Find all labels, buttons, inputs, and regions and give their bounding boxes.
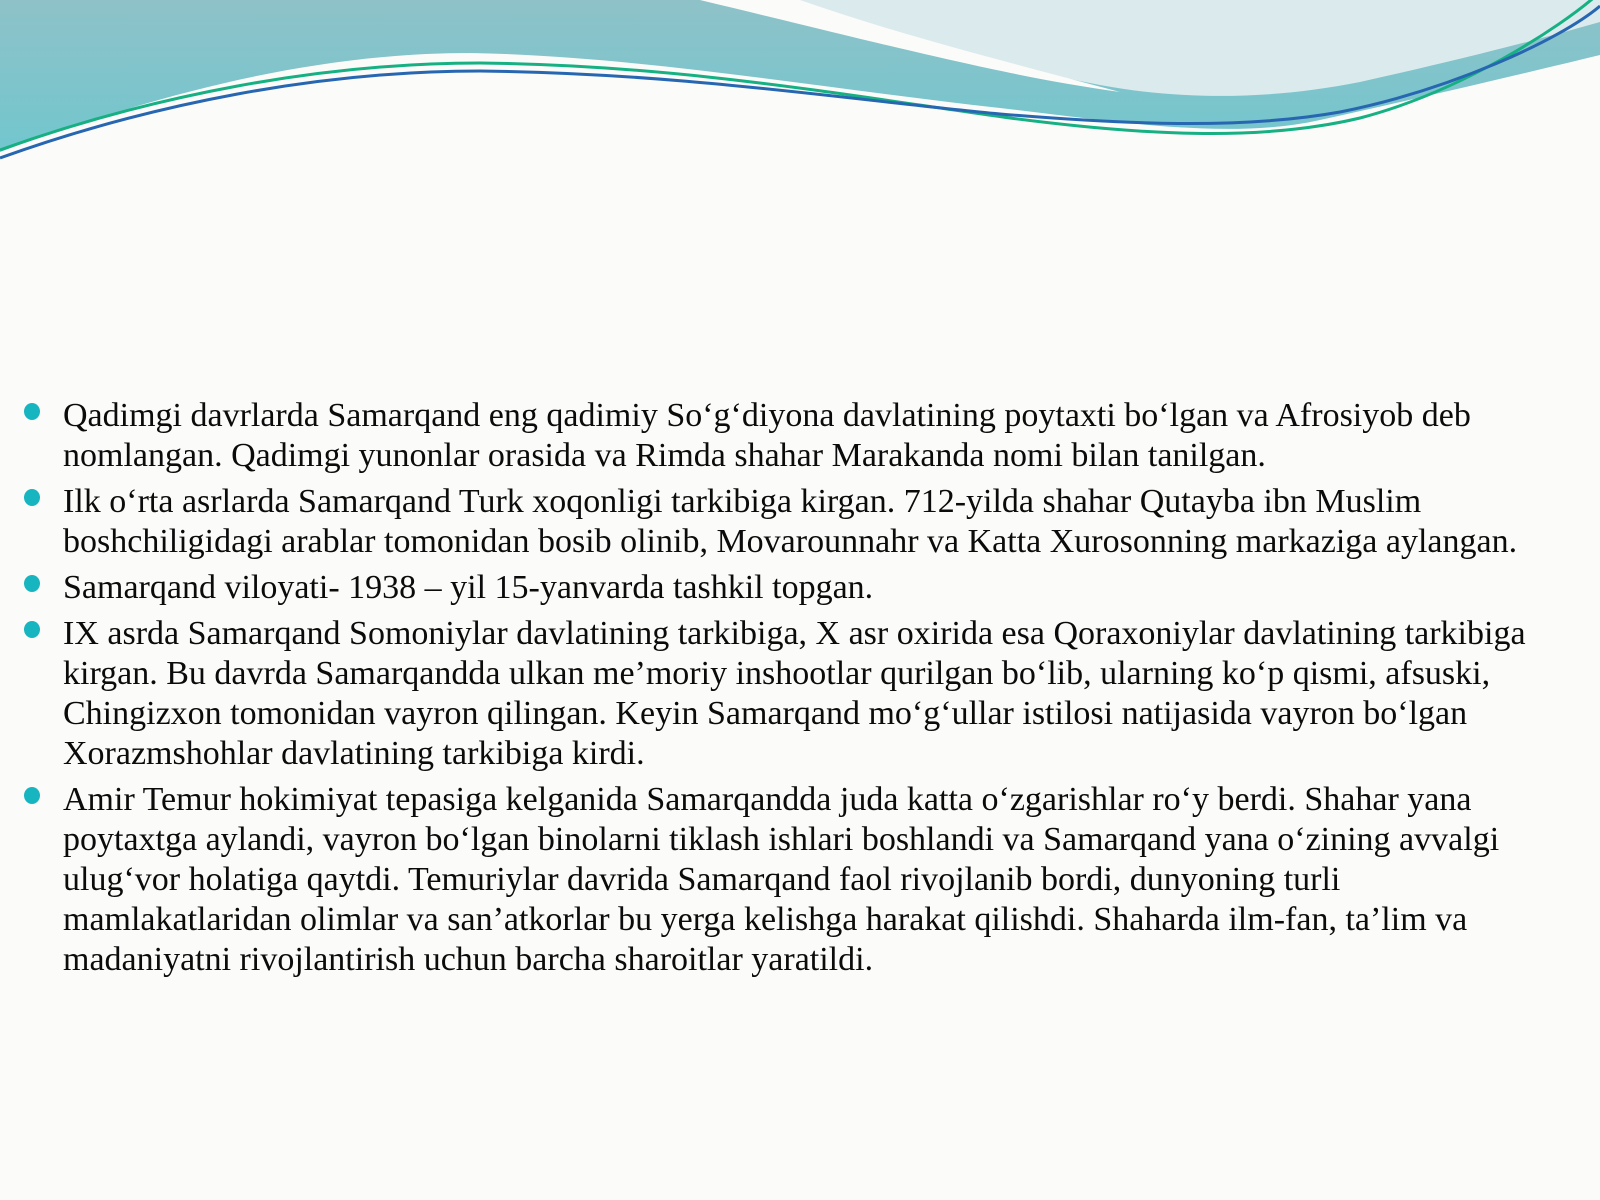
bullet-list xyxy=(24,396,1544,986)
list-item xyxy=(24,568,1544,608)
bullet-dot-icon xyxy=(24,575,40,592)
bullet-text: IX asrda Samarqand Somoniylar davlatining tarkibiga, X asr oxirida esa Qoraxoniylar davlatining tarkibiga kirgan. Bu davrda Samarqandda ulkan me’moriy inshootlar qurilgan bo‘lib, ularning ko‘p qismi, afsuski, Chingizxon tomonidan vayron qilingan. Keyin Samarqand mo‘g‘ullar istilosi natijasida vayron bo‘lgan Xorazmshohlar davlatining tarkibiga kirdi. xyxy=(63,615,1526,772)
bullet-text: Amir Temur hokimiyat tepasiga kelganida Samarqandda juda katta o‘zgarishlar ro‘y berdi. Shahar yana poytaxtga aylandi, vayron bo‘lgan binolarni tiklash ishlari boshlandi va Samarqand yana o‘zining avvalgi ulug‘vor holatiga qaytdi. Temuriylar davrida Samarqand faol rivojlanib bordi, dunyoning turli mamlakatlaridan olimlar va san’atkorlar bu yerga kelishga harakat qilishdi. Shaharda ilm-fan, ta’lim va madaniyatni rivojlantirish uchun barcha sharoitlar yaratildi. xyxy=(63,781,1500,978)
bullet-text: Samarqand viloyati- 1938 – yil 15-yanvarda tashkil topgan. xyxy=(63,569,874,606)
bullet-dot-icon xyxy=(24,621,40,638)
bullet-dot-icon xyxy=(24,787,40,804)
bullet-dot-icon xyxy=(24,403,40,420)
bullet-text: Ilk o‘rta asrlarda Samarqand Turk xoqonligi tarkibiga kirgan. 712-yilda shahar Qutayba ibn Muslim boshchiligidagi arablar tomonidan bosib olinib, Movarounnahr va Katta Xurosonning markaziga aylangan. xyxy=(63,483,1518,560)
list-item xyxy=(24,396,1544,476)
wave-decoration xyxy=(0,0,1600,235)
list-item xyxy=(24,780,1544,980)
list-item xyxy=(24,482,1544,562)
bullet-text: Qadimgi davrlarda Samarqand eng qadimiy So‘g‘diyona davlatining poytaxti bo‘lgan va Afrosiyob deb nomlangan. Qadimgi yunonlar orasida va Rimda shahar Marakanda nomi bilan tanilgan. xyxy=(63,397,1471,474)
list-item xyxy=(24,614,1544,774)
bullet-dot-icon xyxy=(24,489,40,506)
